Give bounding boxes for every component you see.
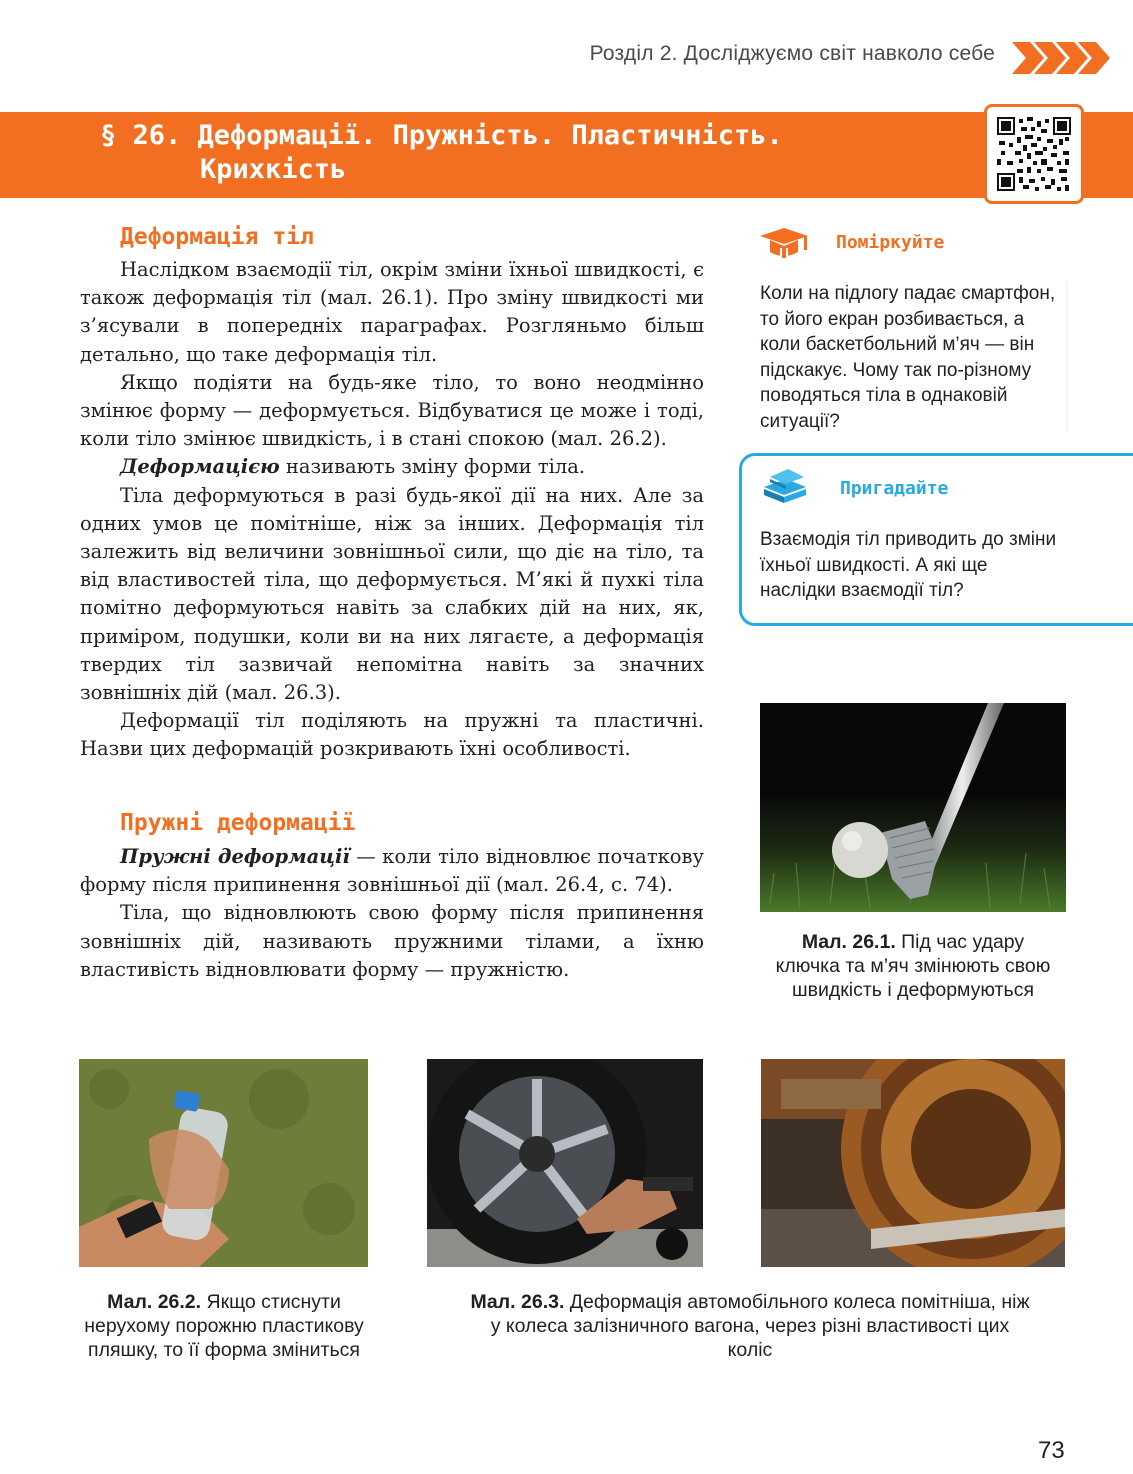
bottle-photo-image xyxy=(79,1059,368,1267)
figure-train-wheel-photo xyxy=(761,1059,1065,1267)
section-heading-deformation: Деформація тіл xyxy=(120,224,314,250)
figure-bottle-photo xyxy=(79,1059,368,1267)
qr-code-icon xyxy=(997,117,1071,191)
think-text: Коли на підлогу падає смартфон, то його екран розбивається, а коли баскетбольний м’яч — він підскакує. Чому так по-різному поводяться тіла в однаковій ситуації? xyxy=(760,283,1056,432)
remember-title: Пригадайте xyxy=(840,478,949,499)
books-icon xyxy=(760,467,810,507)
caption-text: Якщо стиснути нерухому порожню пластикову пляшку, то її форма зміниться xyxy=(84,1291,364,1361)
figure-golf-photo xyxy=(760,703,1066,912)
figure-caption-26-1 xyxy=(770,930,1056,1002)
definition-text: — коли тіло відновлює початкову форму після припинення зовнішньої дії (мал. 26.4, с. 74). xyxy=(80,845,704,897)
page-number: 73 xyxy=(1038,1437,1065,1464)
title-line-2: Крихкість xyxy=(200,154,347,185)
caption-text: Під час удару ключка та м’яч змінюють свою швидкість і деформуються xyxy=(775,931,1051,1001)
caption-text: Деформація автомобільного колеса помітніша, ніж у колеса залізничного вагона, через різні властивості цих коліс xyxy=(490,1291,1030,1361)
caption-label: Мал. 26.2. xyxy=(107,1291,202,1313)
paragraph: Деформації тіл поділяють на пружні та пластичні. Назви цих деформацій розкривають їхні особливості. xyxy=(80,709,704,761)
remember-text: Взаємодія тіл приводить до зміни їхньої швидкості. А які ще наслідки взаємодії тіл? xyxy=(760,529,1057,601)
train-wheel-photo-image xyxy=(761,1059,1065,1267)
figure-caption-26-2 xyxy=(80,1290,368,1362)
figure-car-wheel-photo xyxy=(427,1059,703,1267)
graduation-cap-icon xyxy=(758,226,814,262)
qr-code[interactable] xyxy=(984,104,1084,204)
title-line-1: § 26. Деформації. Пружність. Пластичність. xyxy=(100,120,783,151)
definition-paragraph xyxy=(80,453,704,481)
paragraph: Наслідком взаємодії тіл, окрім зміни їхньої швидкості, є також деформація тіл (мал. 26.1). Про зміну швидкості ми з’ясували в попередніх параграфах. Розгляньмо більш детально, що таке деформація тіл. xyxy=(80,258,704,366)
paragraph: Тіла, що відновлюють свою форму після припинення зовнішніх дій, називають пружними тілами, а їхню властивість відновлювати форму — пружністю. xyxy=(80,901,704,981)
golf-photo-image xyxy=(760,703,1066,912)
term: Пружні деформації xyxy=(120,845,350,868)
caption-label: Мал. 26.3. xyxy=(470,1291,565,1313)
definition-text: називають зміну форми тіла. xyxy=(279,455,586,479)
caption-label: Мал. 26.1. xyxy=(801,931,896,953)
running-head: Розділ 2. Досліджуємо світ навколо себе xyxy=(589,42,995,65)
paragraph: Тіла деформуються в разі будь-якої дії на них. Але за одних умов це помітніше, ніж за інших. Деформація тіл залежить від величини зовнішньої сили, що діє на тіло, та від властивостей тіла, що деформується. М’які й пухкі тіла помітно деформуються навіть за слабких дій на них, як, приміром, подушки, коли ви на них лягаєте, а деформація твердих тіл зазвичай непомітна навіть за значних зовнішніх дій (мал. 26.3). xyxy=(80,483,704,705)
car-wheel-photo-image xyxy=(427,1059,703,1267)
section-heading-elastic: Пружні деформації xyxy=(120,810,356,836)
figure-caption-26-3 xyxy=(470,1290,1030,1362)
think-title: Поміркуйте xyxy=(836,232,945,253)
chevron-arrows-icon xyxy=(1012,40,1122,76)
term: Деформацією xyxy=(120,455,280,479)
section-body-elastic xyxy=(80,843,704,984)
definition-paragraph xyxy=(80,843,704,899)
section-body-deformation xyxy=(80,256,704,764)
paragraph: Якщо подіяти на будь-яке тіло, то воно неодмінно змінює форму — деформується. Відбуватися це може і тоді, коли тіло змінює швидкість, і в стані спокою (мал. 26.2). xyxy=(80,370,704,451)
think-divider xyxy=(1066,282,1068,432)
page-title xyxy=(100,119,980,187)
